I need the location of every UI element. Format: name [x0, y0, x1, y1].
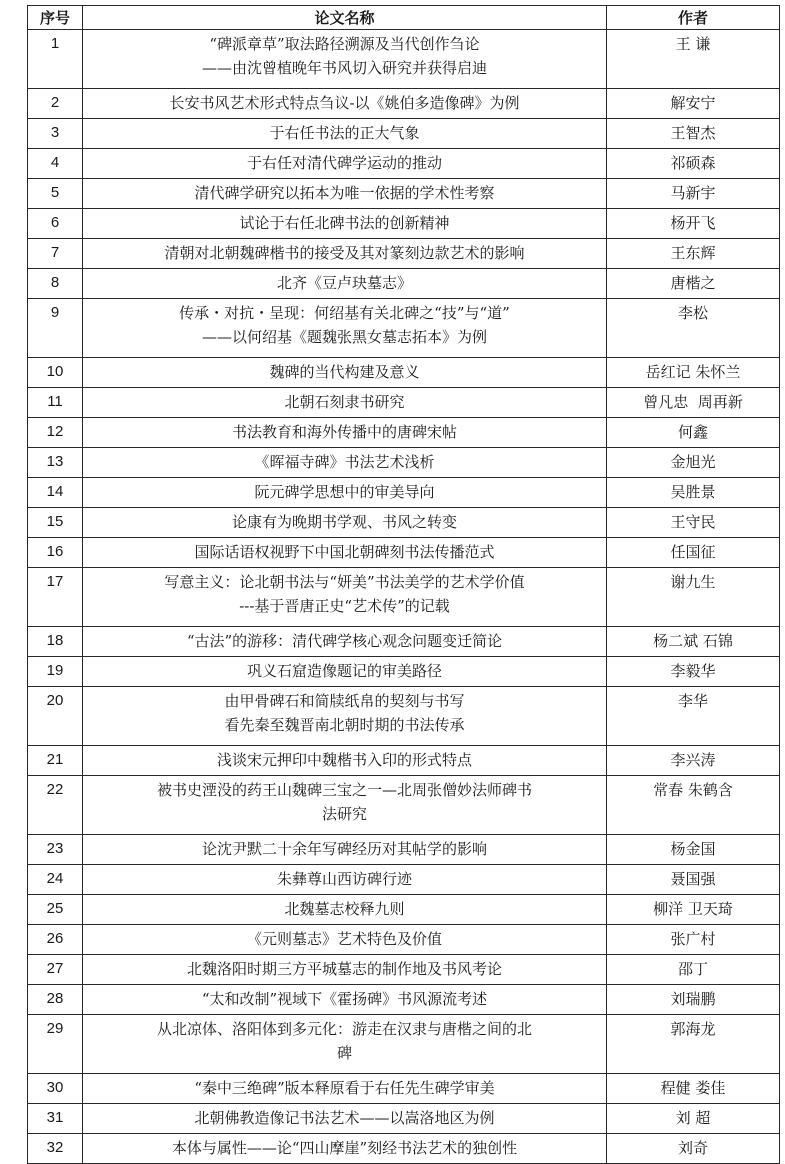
- header-title: 论文名称: [83, 6, 607, 30]
- table-row: [28, 269, 780, 299]
- paper-title: [83, 835, 607, 865]
- paper-title-line: 被书史湮没的药王山魏碑三宝之一—北周张僧妙法师碑书: [156, 781, 532, 799]
- table-row: [28, 895, 780, 925]
- paper-author: 程健 娄佳: [607, 1074, 780, 1104]
- paper-title-line: “古法”的游移：清代碑学核心观念问题变迁简论: [186, 632, 503, 650]
- paper-author: 李松: [607, 299, 780, 358]
- paper-title-line: “碑派章草”取法路径溯源及当代创作刍论: [209, 35, 480, 53]
- table-row: [28, 209, 780, 239]
- table-row: [28, 1104, 780, 1134]
- paper-author: 杨二斌 石锦: [607, 627, 780, 657]
- row-number: 25: [28, 895, 83, 925]
- paper-title: [83, 1104, 607, 1134]
- row-number: 19: [28, 657, 83, 687]
- table-row: [28, 358, 780, 388]
- table-row: [28, 30, 780, 89]
- row-number: 8: [28, 269, 83, 299]
- paper-title: [83, 955, 607, 985]
- paper-title-line: 试论于右任北碑书法的创新精神: [239, 214, 450, 232]
- table-row: [28, 299, 780, 358]
- paper-author: 聂国强: [607, 865, 780, 895]
- paper-title-line: “太和改制”视域下《霍扬碑》书风源流考述: [201, 990, 488, 1008]
- paper-title: [83, 776, 607, 835]
- paper-author: 刘奇: [607, 1134, 780, 1164]
- paper-title: [83, 418, 607, 448]
- paper-title-line: 长安书风艺术形式特点刍议-以《姚伯多造像碑》为例: [169, 94, 520, 112]
- paper-title: [83, 1134, 607, 1164]
- paper-title: [83, 388, 607, 418]
- row-number: 16: [28, 538, 83, 568]
- paper-title-line: 北齐《豆卢玦墓志》: [276, 274, 412, 292]
- row-number: 21: [28, 746, 83, 776]
- table-row: [28, 865, 780, 895]
- row-number: 30: [28, 1074, 83, 1104]
- row-number: 5: [28, 179, 83, 209]
- paper-author: 刘瑞鹏: [607, 985, 780, 1015]
- row-number: 22: [28, 776, 83, 835]
- table-header: [28, 6, 780, 30]
- paper-author: 李华: [607, 687, 780, 746]
- row-number: 11: [28, 388, 83, 418]
- paper-title-line: ---基于晋唐正史“艺术传”的记载: [239, 597, 450, 615]
- table-row: [28, 687, 780, 746]
- table-row: [28, 925, 780, 955]
- table-row: [28, 955, 780, 985]
- row-number: 18: [28, 627, 83, 657]
- paper-title: [83, 746, 607, 776]
- paper-title-line: 北朝佛教造像记书法艺术——以嵩洛地区为例: [194, 1109, 495, 1127]
- table-row: [28, 448, 780, 478]
- paper-author: 王东辉: [607, 239, 780, 269]
- row-number: 28: [28, 985, 83, 1015]
- paper-title: [83, 657, 607, 687]
- row-number: 13: [28, 448, 83, 478]
- row-number: 20: [28, 687, 83, 746]
- paper-title: [83, 568, 607, 627]
- row-number: 26: [28, 925, 83, 955]
- paper-list-table: [27, 5, 780, 1164]
- table-row: [28, 1015, 780, 1074]
- table-row: [28, 89, 780, 119]
- table-row: [28, 776, 780, 835]
- row-number: 10: [28, 358, 83, 388]
- paper-title: [83, 209, 607, 239]
- paper-author: 张广村: [607, 925, 780, 955]
- paper-author: 岳红记 朱怀兰: [607, 358, 780, 388]
- paper-title-line: 从北凉体、洛阳体到多元化：游走在汉隶与唐楷之间的北: [156, 1020, 532, 1038]
- row-number: 17: [28, 568, 83, 627]
- paper-title: [83, 149, 607, 179]
- paper-title-line: 论康有为晚期书学观、书风之转变: [231, 513, 457, 531]
- paper-author: 解安宁: [607, 89, 780, 119]
- table-row: [28, 657, 780, 687]
- paper-author: 马新宇: [607, 179, 780, 209]
- table-row: [28, 508, 780, 538]
- paper-title: [83, 1015, 607, 1074]
- paper-title-line: 于右任对清代碑学运动的推动: [246, 154, 442, 172]
- paper-title: [83, 30, 607, 89]
- table-body: [28, 30, 780, 1164]
- row-number: 27: [28, 955, 83, 985]
- paper-title-line: 清代碑学研究以拓本为唯一依据的学术性考察: [194, 184, 495, 202]
- paper-title: [83, 448, 607, 478]
- header-number: 序号: [28, 6, 83, 30]
- table-row: [28, 119, 780, 149]
- paper-author: 李毅华: [607, 657, 780, 687]
- paper-author: 何鑫: [607, 418, 780, 448]
- paper-author: 邵丁: [607, 955, 780, 985]
- table-row: [28, 1074, 780, 1104]
- paper-author: 柳洋 卫天琦: [607, 895, 780, 925]
- paper-title-line: 北魏洛阳时期三方平城墓志的制作地及书风考论: [186, 960, 502, 978]
- paper-title: [83, 89, 607, 119]
- paper-author: 杨金国: [607, 835, 780, 865]
- row-number: 4: [28, 149, 83, 179]
- paper-title-line: 清朝对北朝魏碑楷书的接受及其对篆刻边款艺术的影响: [164, 244, 525, 262]
- paper-author: 李兴涛: [607, 746, 780, 776]
- paper-title-line: 传承・对抗・呈现：何绍基有关北碑之“技”与“道”: [179, 304, 510, 322]
- table-row: [28, 179, 780, 209]
- row-number: 32: [28, 1134, 83, 1164]
- table-row: [28, 627, 780, 657]
- paper-title-line: 写意主义：论北朝书法与“妍美”书法美学的艺术学价值: [164, 573, 525, 591]
- paper-title: [83, 538, 607, 568]
- row-number: 14: [28, 478, 83, 508]
- row-number: 15: [28, 508, 83, 538]
- paper-title: [83, 1074, 607, 1104]
- header-row: [28, 6, 780, 30]
- paper-title-line: 浅谈宋元押印中魏楷书入印的形式特点: [216, 751, 472, 769]
- paper-author: 谢九生: [607, 568, 780, 627]
- table-row: [28, 568, 780, 627]
- row-number: 9: [28, 299, 83, 358]
- paper-author: 王智杰: [607, 119, 780, 149]
- table-row: [28, 149, 780, 179]
- paper-title-line: 《元则墓志》艺术特色及价值: [246, 930, 442, 948]
- paper-title: [83, 119, 607, 149]
- paper-title-line: “秦中三绝碑”版本释原看于右任先生碑学审美: [194, 1079, 495, 1097]
- row-number: 1: [28, 30, 83, 89]
- paper-title-line: 书法教育和海外传播中的唐碑宋帖: [231, 423, 457, 441]
- paper-title: [83, 179, 607, 209]
- paper-title: [83, 299, 607, 358]
- paper-title-line: 朱彝尊山西访碑行迹: [276, 870, 412, 888]
- paper-title-line: 论沈尹默二十余年写碑经历对其帖学的影响: [201, 840, 487, 858]
- paper-title-line: 法研究: [321, 805, 367, 823]
- paper-title: [83, 925, 607, 955]
- paper-author: 祁硕森: [607, 149, 780, 179]
- paper-author: 唐楷之: [607, 269, 780, 299]
- paper-title-line: 碑: [336, 1044, 352, 1062]
- paper-title: [83, 508, 607, 538]
- row-number: 6: [28, 209, 83, 239]
- row-number: 7: [28, 239, 83, 269]
- paper-author: 吴胜景: [607, 478, 780, 508]
- paper-title: [83, 239, 607, 269]
- paper-title: [83, 627, 607, 657]
- paper-title-line: 于右任书法的正大气象: [269, 124, 420, 142]
- paper-title-line: 巩义石窟造像题记的审美路径: [246, 662, 442, 680]
- table-row: [28, 478, 780, 508]
- row-number: 23: [28, 835, 83, 865]
- paper-title-line: 北朝石刻隶书研究: [284, 393, 405, 411]
- paper-title-line: 北魏墓志校释九则: [284, 900, 405, 918]
- table-row: [28, 985, 780, 1015]
- paper-title: [83, 269, 607, 299]
- paper-title: [83, 865, 607, 895]
- paper-author: 王守民: [607, 508, 780, 538]
- paper-title-line: 由甲骨碑石和简牍纸帛的契刻与书写: [224, 692, 465, 710]
- paper-author: 刘 超: [607, 1104, 780, 1134]
- paper-title-line: 阮元碑学思想中的审美导向: [254, 483, 435, 501]
- paper-title: [83, 985, 607, 1015]
- header-author: 作者: [607, 6, 780, 30]
- table-row: [28, 835, 780, 865]
- table-row: [28, 388, 780, 418]
- row-number: 2: [28, 89, 83, 119]
- paper-author: 郭海龙: [607, 1015, 780, 1074]
- paper-author: 曾凡忠 周再新: [607, 388, 780, 418]
- paper-author: 常春 朱鹤含: [607, 776, 780, 835]
- paper-author: 金旭光: [607, 448, 780, 478]
- paper-title-line: 《晖福寺碑》书法艺术浅析: [254, 453, 435, 471]
- paper-author: 任国征: [607, 538, 780, 568]
- paper-title-line: ——以何绍基《题魏张黑女墓志拓本》为例: [201, 328, 487, 346]
- paper-title-line: ——由沈曾植晚年书风切入研究并获得启迪: [201, 59, 487, 77]
- row-number: 12: [28, 418, 83, 448]
- paper-title-line: 看先秦至魏晋南北朝时期的书法传承: [224, 716, 465, 734]
- table-row: [28, 538, 780, 568]
- paper-title: [83, 895, 607, 925]
- table-row: [28, 746, 780, 776]
- table-row: [28, 1134, 780, 1164]
- paper-title-line: 魏碑的当代构建及意义: [269, 363, 420, 381]
- paper-title-line: 本体与属性——论“四山摩崖”刻经书法艺术的独创性: [171, 1139, 518, 1157]
- paper-author: 杨开飞: [607, 209, 780, 239]
- row-number: 3: [28, 119, 83, 149]
- paper-title-line: 国际话语权视野下中国北朝碑刻书法传播范式: [194, 543, 495, 561]
- row-number: 29: [28, 1015, 83, 1074]
- paper-title: [83, 687, 607, 746]
- paper-title: [83, 478, 607, 508]
- paper-title: [83, 358, 607, 388]
- table-row: [28, 418, 780, 448]
- table-row: [28, 239, 780, 269]
- row-number: 31: [28, 1104, 83, 1134]
- row-number: 24: [28, 865, 83, 895]
- paper-author: 王 谦: [607, 30, 780, 89]
